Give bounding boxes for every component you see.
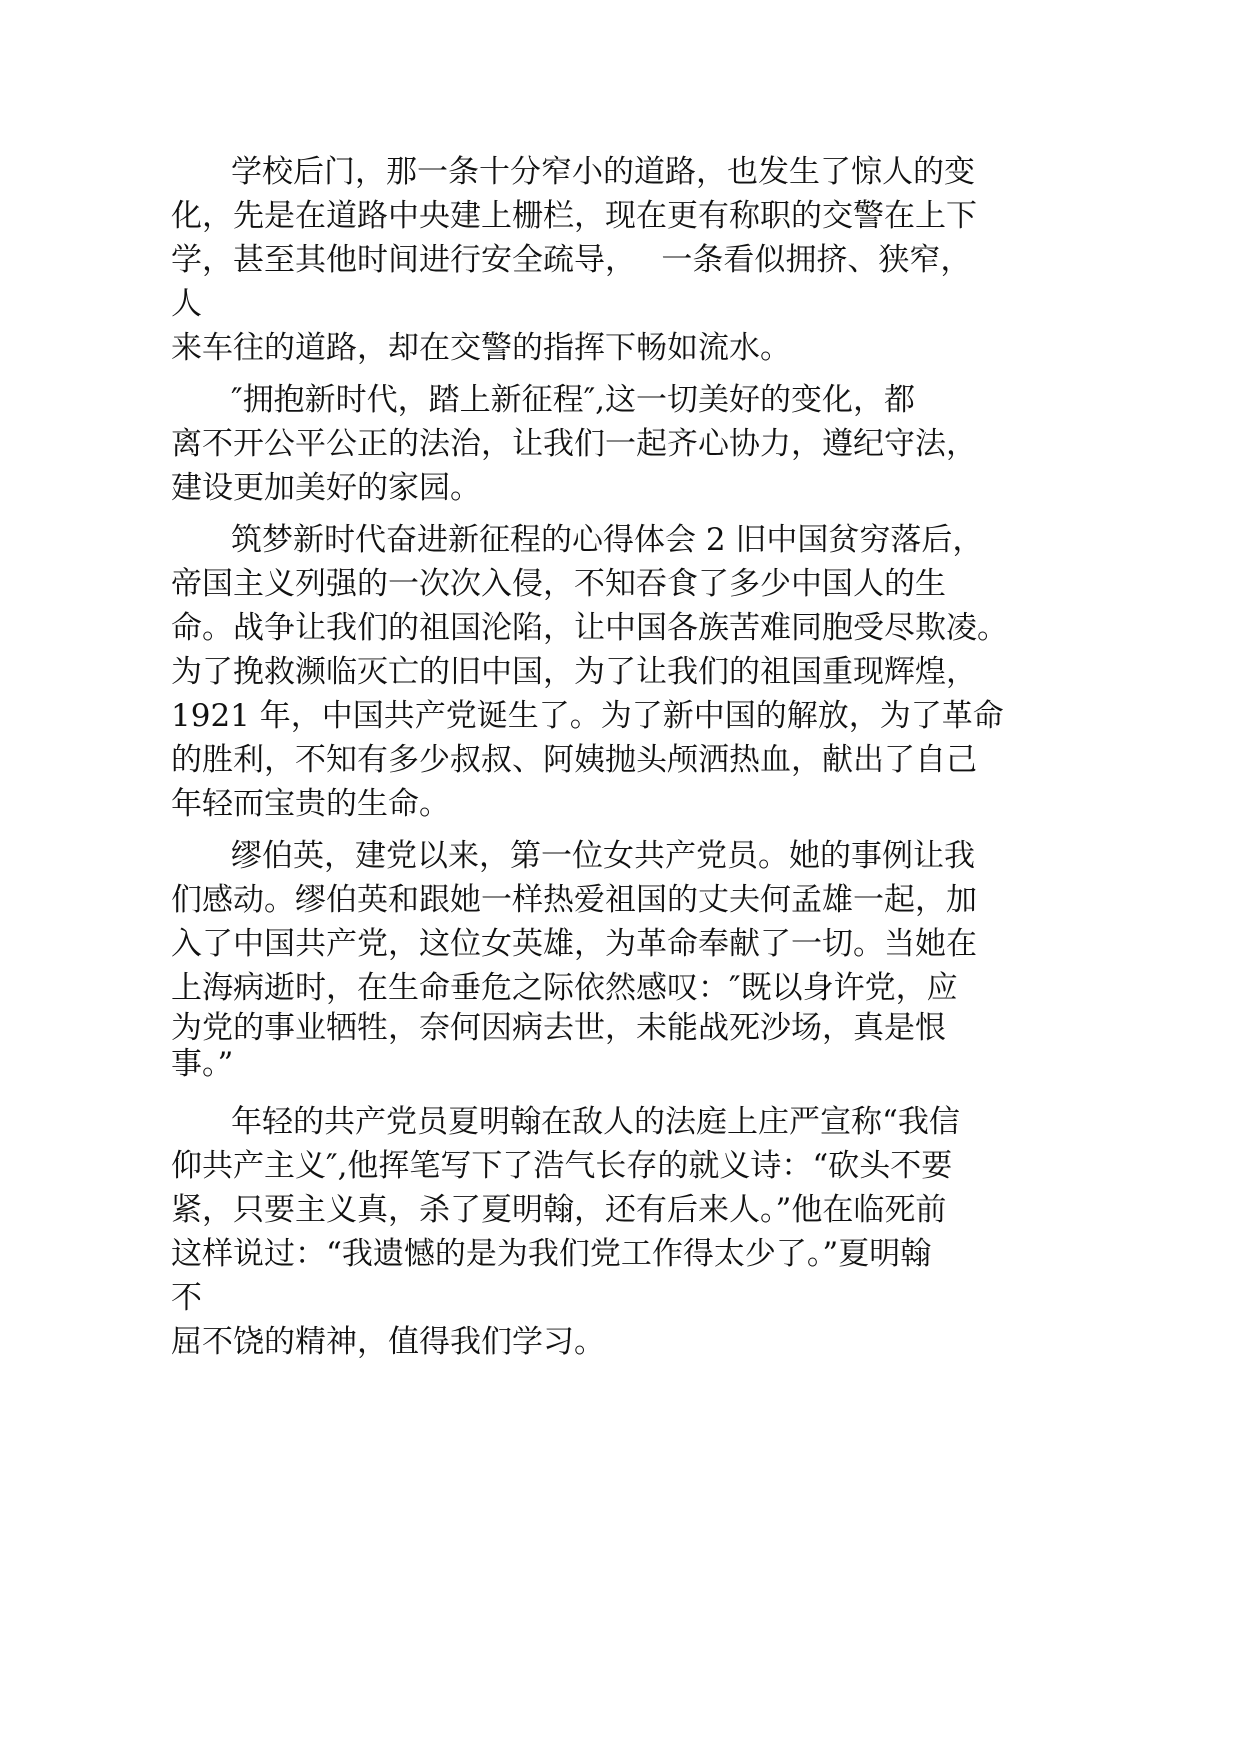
text-line: 屈不饶的精神，值得我们学习。	[171, 1324, 605, 1360]
text-line: 离不开公平公正的法治，让我们一起齐心协力，遵纪守法，	[171, 426, 977, 462]
text-line: 这样说过：“我遗憾的是为我们党工作得太少了。”夏明翰	[171, 1236, 932, 1272]
text-line: 们感动。缪伯英和跟她一样热爱祖国的丈夫何孟雄一起，加	[171, 882, 977, 918]
text-line: 的胜利，不知有多少叔叔、阿姨抛头颅洒热血，献出了自己	[171, 742, 977, 778]
text-line: 学校后门，那一条十分窄小的道路，也发生了惊人的变	[231, 154, 975, 190]
text-line: 为了挽救濒临灭亡的旧中国，为了让我们的祖国重现辉煌，	[171, 654, 977, 690]
text-line: 筑梦新时代奋进新征程的心得体会 2 旧中国贫穷落后，	[231, 522, 984, 558]
text-line: 为党的事业牺牲，奈何因病去世，未能战死沙场，真是恨	[171, 1010, 946, 1046]
text-line: 事。”	[171, 1046, 234, 1082]
text-line: 1921 年，中国共产党诞生了。为了新中国的解放，为了革命	[171, 698, 1004, 734]
text-line: 年轻而宝贵的生命。	[171, 786, 450, 822]
text-line: 来车往的道路，却在交警的指挥下畅如流水。	[171, 330, 791, 366]
text-line: 人	[171, 286, 202, 322]
text-line: 上海病逝时，在生命垂危之际依然感叹：″既以身许党，应	[171, 970, 958, 1006]
text-line: 年轻的共产党员夏明翰在敌人的法庭上庄严宣称“我信	[231, 1104, 960, 1140]
text-line: 紧，只要主义真，杀了夏明翰，还有后来人。”他在临死前	[171, 1192, 947, 1228]
text-line: 缪伯英，建党以来，第一位女共产党员。她的事例让我	[231, 838, 975, 874]
text-line: 不	[171, 1280, 202, 1316]
text-line: 化，先是在道路中央建上栅栏，现在更有称职的交警在上下	[171, 198, 977, 234]
text-line: 入了中国共产党，这位女英雄，为革命奉献了一切。当她在	[171, 926, 977, 962]
text-line: 建设更加美好的家园。	[171, 470, 481, 506]
text-line: 帝国主义列强的一次次入侵，不知吞食了多少中国人的生	[171, 566, 946, 602]
text-line: 学，甚至其他时间进行安全疏导， 一条看似拥挤、狭窄，	[171, 242, 972, 278]
text-line: 仰共产主义″,他挥笔写下了浩气长存的就义诗：“砍头不要	[171, 1148, 953, 1184]
text-line: ″拥抱新时代，踏上新征程″,这一切美好的变化，都	[231, 382, 916, 418]
text-line: 命。战争让我们的祖国沦陷，让中国各族苦难同胞受尽欺凌。	[171, 610, 1008, 646]
